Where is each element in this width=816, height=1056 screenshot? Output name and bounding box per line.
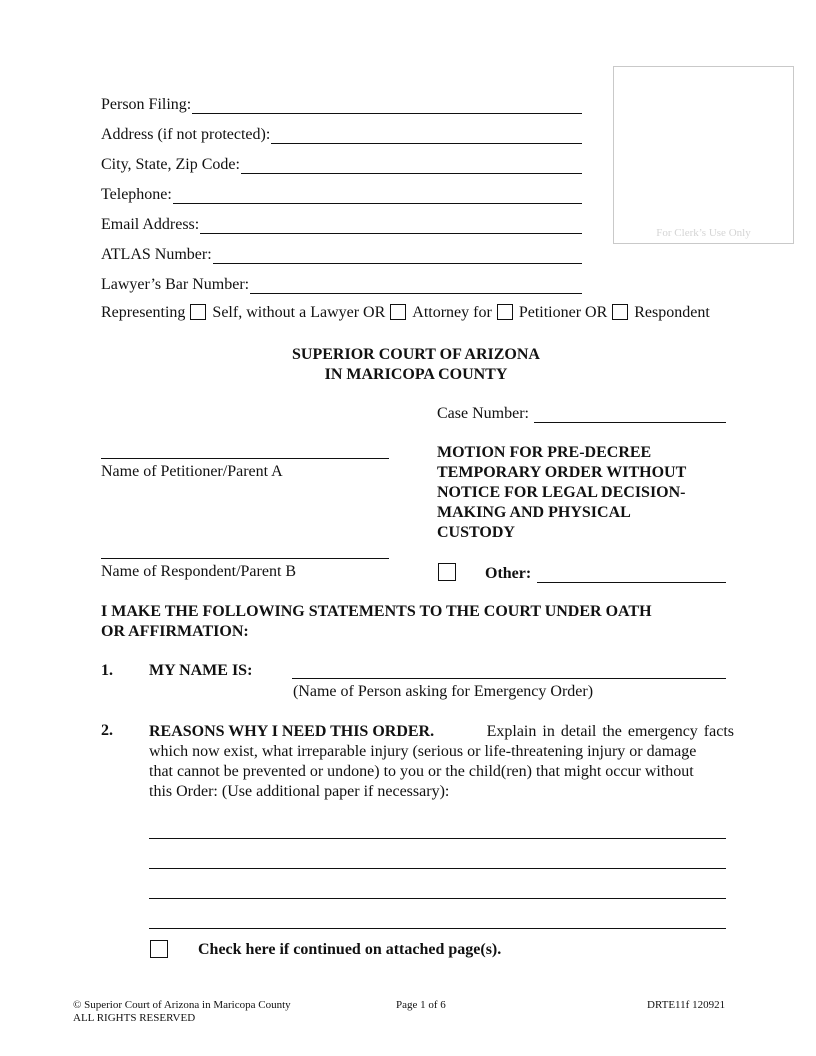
clerk-use-box <box>613 66 794 244</box>
reason-line[interactable] <box>149 838 726 839</box>
other-checkbox[interactable] <box>438 563 456 581</box>
footer-rights-text: ALL RIGHTS RESERVED <box>73 1012 196 1024</box>
city-state-zip-label: City, State, Zip Code: <box>101 156 240 173</box>
email-label: Email Address: <box>101 216 200 233</box>
atlas-number-label: ATLAS Number: <box>101 246 212 263</box>
telephone-label: Telephone: <box>101 186 172 203</box>
case-number-line[interactable] <box>534 407 726 423</box>
other-field[interactable] <box>485 563 726 583</box>
footer-form-code: DRTE11f 120921 <box>647 999 726 1011</box>
item-2-number: 2. <box>101 722 113 739</box>
name-line[interactable] <box>292 678 726 679</box>
attorney-checkbox[interactable] <box>390 304 406 320</box>
item-2-text-line: Explain in detail the emergency facts <box>486 723 734 740</box>
item-1-number: 1. <box>101 662 113 679</box>
item-2-text-line: this Order: (Use additional paper if necessary): <box>149 783 450 800</box>
person-filing-line[interactable] <box>192 98 582 114</box>
item-2-text-line: that cannot be prevented or undone) to you or the child(ren) that might occur without <box>149 763 694 780</box>
oath-statement <box>101 602 652 642</box>
atlas-number-field[interactable] <box>101 244 582 264</box>
representing-label: Representing <box>101 304 186 321</box>
petitioner-label: Name of Petitioner/Parent A <box>101 463 283 480</box>
respondent-name-line[interactable] <box>101 558 389 559</box>
oath-line-1: I MAKE THE FOLLOWING STATEMENTS TO THE COURT UNDER OATH <box>101 603 652 620</box>
reason-line[interactable] <box>149 928 726 929</box>
footer-page-number: Page 1 of 6 <box>396 999 446 1011</box>
item-1-caption: (Name of Person asking for Emergency Order) <box>293 683 594 700</box>
atlas-number-line[interactable] <box>213 248 582 264</box>
person-filing-label: Person Filing: <box>101 96 192 113</box>
self-option-label: Self, without a Lawyer OR <box>212 304 386 321</box>
other-line[interactable] <box>537 567 726 583</box>
petitioner-checkbox[interactable] <box>497 304 513 320</box>
continued-label: Check here if continued on attached page(s). <box>198 941 502 958</box>
petitioner-name-line[interactable] <box>101 458 389 459</box>
city-state-zip-line[interactable] <box>241 158 582 174</box>
petitioner-option-label: Petitioner OR <box>518 304 608 321</box>
bar-number-field[interactable] <box>101 274 582 294</box>
footer-copyright <box>73 999 291 1025</box>
email-line[interactable] <box>200 218 582 234</box>
representing-row <box>101 304 710 322</box>
bar-number-label: Lawyer’s Bar Number: <box>101 276 250 293</box>
motion-title-line: MOTION FOR PRE-DECREE <box>437 444 652 461</box>
item-2-body <box>149 722 734 802</box>
attorney-option-label: Attorney for <box>412 304 492 321</box>
motion-title-line: NOTICE FOR LEGAL DECISION- <box>437 484 686 501</box>
bar-number-line[interactable] <box>250 278 582 294</box>
court-line-2: IN MARICOPA COUNTY <box>324 366 508 383</box>
clerk-use-label: For Clerk’s Use Only <box>656 227 751 239</box>
reason-line[interactable] <box>149 868 726 869</box>
address-label: Address (if not protected): <box>101 126 271 143</box>
motion-title-line: MAKING AND PHYSICAL <box>437 504 631 521</box>
respondent-label: Name of Respondent/Parent B <box>101 563 297 580</box>
telephone-line[interactable] <box>173 188 582 204</box>
oath-line-2: OR AFFIRMATION: <box>101 623 249 640</box>
item-1-label: MY NAME IS: <box>149 662 253 679</box>
case-number-field[interactable] <box>437 403 726 423</box>
motion-title-line: CUSTODY <box>437 524 515 541</box>
self-checkbox[interactable] <box>190 304 206 320</box>
respondent-option-label: Respondent <box>634 304 710 321</box>
footer-copyright-text: © Superior Court of Arizona in Maricopa County <box>73 999 291 1011</box>
other-label: Other: <box>485 565 532 582</box>
address-line[interactable] <box>271 128 582 144</box>
respondent-checkbox[interactable] <box>612 304 628 320</box>
motion-title <box>437 443 686 543</box>
court-heading <box>216 345 616 385</box>
court-line-1: SUPERIOR COURT OF ARIZONA <box>292 346 540 363</box>
continued-checkbox[interactable] <box>150 940 168 958</box>
email-field[interactable] <box>101 214 582 234</box>
item-2-text-line: which now exist, what irreparable injury (serious or life-threatening injury or damage <box>149 743 697 760</box>
telephone-field[interactable] <box>101 184 582 204</box>
person-filing-field[interactable] <box>101 94 582 114</box>
item-2-heading: REASONS WHY I NEED THIS ORDER. <box>149 723 435 740</box>
motion-title-line: TEMPORARY ORDER WITHOUT <box>437 464 687 481</box>
reason-line[interactable] <box>149 898 726 899</box>
address-field[interactable] <box>101 124 582 144</box>
city-state-zip-field[interactable] <box>101 154 582 174</box>
case-number-label: Case Number: <box>437 405 529 422</box>
